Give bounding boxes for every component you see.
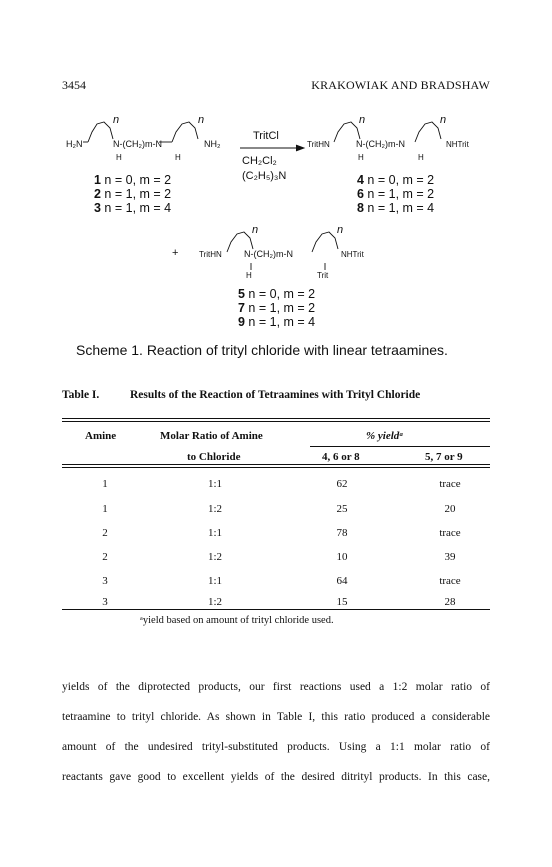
reactant-amine-right: NH₂ [204,139,221,149]
scheme-caption: Scheme 1. Reaction of trityl chloride with linear tetraamines. [76,342,448,358]
cell-yield-a: 62 [336,478,348,490]
cell-ratio: 1:1 [207,575,223,587]
ring-n-label: n [359,114,366,126]
cell-ratio: 1:1 [207,478,223,490]
product-b-chain: N-(CH₂)m-N [244,249,293,259]
col-header-yield-a: 4, 6 or 8 [322,451,360,463]
cell-yield-b: 39 [444,551,456,563]
reactant-label-2: 2 n = 1, m = 2 [94,187,172,201]
ring-n-label: n [440,114,447,126]
product-b-label-list [238,287,315,329]
product-a-label-8: 8 n = 1, m = 4 [357,201,435,215]
cell-yield-b: trace [439,575,461,587]
cell-yield-b: trace [439,478,461,490]
cell-yield-a: 78 [336,527,348,539]
cell-yield-a: 10 [336,551,348,563]
table-header-rule-2 [62,467,490,468]
cell-yield-b: 20 [444,503,456,515]
product-b-label-5: 5 n = 0, m = 2 [238,287,316,301]
cell-yield-a: 25 [336,503,348,515]
ring-n-label: n [337,224,344,236]
cell-yield-b: 28 [444,596,456,608]
cell-ratio: 1:2 [207,551,223,563]
reactant-chain: N-(CH₂)m-N [113,139,162,149]
body-line: tetraamine to trityl chloride. As shown in Table I, this ratio produced a considerable [62,711,490,723]
table-top-rule [62,418,490,419]
cell-ratio: 1:1 [207,527,223,539]
cell-ratio: 1:2 [207,596,223,608]
body-line: yields of the diprotected products, our first reactions used a 1:2 molar ratio of [62,681,490,693]
table-top-rule-2 [62,421,490,422]
yield-subheader-rule [310,446,490,447]
cell-amine: 2 [102,551,108,563]
product-a-chain: N-(CH₂)m-N [356,139,405,149]
reactant-label-3: 3 n = 1, m = 4 [94,201,172,215]
cell-yield-b: trace [439,527,461,539]
reagent-tritcl: TritCl [253,130,279,142]
table-title: Results of the Reaction of Tetraamines with Trityl Chloride [130,389,421,401]
reagent-base: (C₂H₅)₃N [242,170,287,182]
product-a-label-6: 6 n = 1, m = 2 [357,187,435,201]
cell-amine: 3 [102,575,108,587]
product-b-label-9: 9 n = 1, m = 4 [238,315,316,329]
cell-ratio: 1:2 [207,503,223,515]
table-caption [62,389,421,401]
cell-amine: 1 [102,503,108,515]
reactant-h-right: H [175,153,181,162]
ring-n-label: n [198,114,205,126]
product-a-label-4: 4 n = 0, m = 2 [357,173,435,187]
ring-n-label: n [252,224,259,236]
product-b-trit: Trit [317,271,329,280]
ring-n-label: n [113,114,120,126]
col-header-yield: % yieldᵃ [366,430,403,442]
reactant-label-1: 1 n = 0, m = 2 [94,173,172,187]
product-b-left: TritHN [199,250,222,259]
body-paragraph [62,672,490,792]
cell-yield-a: 15 [336,596,348,608]
col-header-yield-b: 5, 7 or 9 [425,451,463,463]
page-number: 3454 [62,78,86,92]
table-bottom-rule [62,609,490,610]
table-label: Table I. [62,389,100,401]
reactant-label-list [94,173,171,215]
table-header-rule [62,464,490,465]
product-b-right: NHTrit [341,250,364,259]
cell-amine: 2 [102,527,108,539]
product-b-h: H [246,271,252,280]
col-header-ratio: Molar Ratio of Amine [160,430,263,442]
running-header-authors: KRAKOWIAK AND BRADSHAW [311,78,490,92]
reactant-amine-left: H₂N [66,139,83,149]
body-line: amount of the undesired trityl-substituted products. Using a 1:1 molar ratio of [62,741,490,753]
plus-sign: + [172,247,179,259]
cell-yield-a: 64 [336,575,348,587]
product-b-label-7: 7 n = 1, m = 2 [238,301,316,315]
reactant-h-left: H [116,153,122,162]
body-line: reactants gave good to excellent yields of the desired ditrityl products. In this case, [62,771,490,783]
col-header-ratio-2: to Chloride [187,451,241,463]
product-a-h-right: H [418,153,424,162]
cell-amine: 1 [102,478,108,490]
product-a-left: TritHN [307,140,330,149]
table-footnote: ᵃyield based on amount of trityl chloride used. [140,615,334,626]
product-a-h-left: H [358,153,364,162]
product-a-right: NHTrit [446,140,469,149]
col-header-amine: Amine [85,430,117,442]
product-a-label-list [357,173,434,215]
reagent-solvent: CH₂Cl₂ [242,155,277,167]
cell-amine: 3 [102,596,108,608]
